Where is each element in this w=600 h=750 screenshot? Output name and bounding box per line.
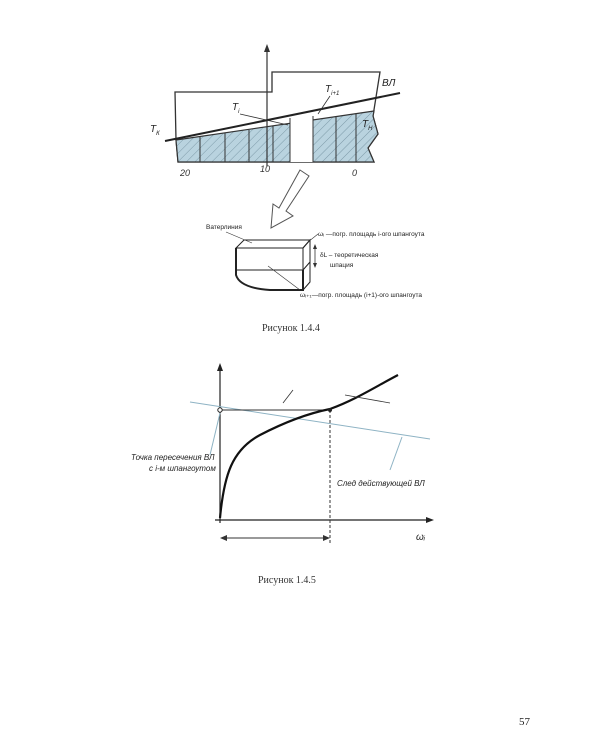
wl-label: ВЛ — [382, 78, 396, 89]
x-axis-label: ωᵢ — [416, 532, 426, 543]
intersection-label-2: с i-м шпангоутом — [149, 464, 216, 473]
waterline-label: Ватерлиния — [206, 224, 242, 231]
intersection-point — [218, 408, 222, 412]
tick-0: 0 — [352, 168, 358, 178]
tick-10: 10 — [260, 164, 271, 174]
intersection-label-1: Точка пересечения ВЛ — [131, 453, 215, 462]
ti1-label: $T_{i+1}$ — [325, 84, 340, 97]
page-number: 57 — [519, 716, 530, 728]
tk-label: $T_К$ — [150, 124, 160, 137]
delta-l-label-2: шпация — [330, 262, 354, 269]
omega-curve — [220, 375, 398, 518]
trace-label: След действующей ВЛ — [337, 479, 425, 488]
section-block — [236, 240, 310, 290]
tick-20: 20 — [180, 168, 191, 178]
figure-1-4-4-caption: Рисунок 1.4.4 — [262, 323, 320, 334]
figure-1-4-5-caption: Рисунок 1.4.5 — [258, 575, 316, 586]
ti-label: $T_i$ — [232, 102, 240, 115]
tn-label: $T_Н$ — [362, 119, 373, 132]
omega-i1-label: ωᵢ₊₁—погр. площадь (i+1)-ого шпангоута — [300, 292, 422, 299]
waterline-trace — [190, 402, 430, 439]
hollow-arrow-icon — [271, 170, 309, 228]
highlighted-section — [290, 118, 313, 162]
omega-i-label: ωᵢ —погр. площадь i-ого шпангоута — [318, 231, 425, 238]
figure-1-4-4 — [0, 0, 600, 320]
delta-l-label: δL – теоретическая — [320, 252, 379, 259]
figure-1-4-5 — [0, 355, 600, 585]
